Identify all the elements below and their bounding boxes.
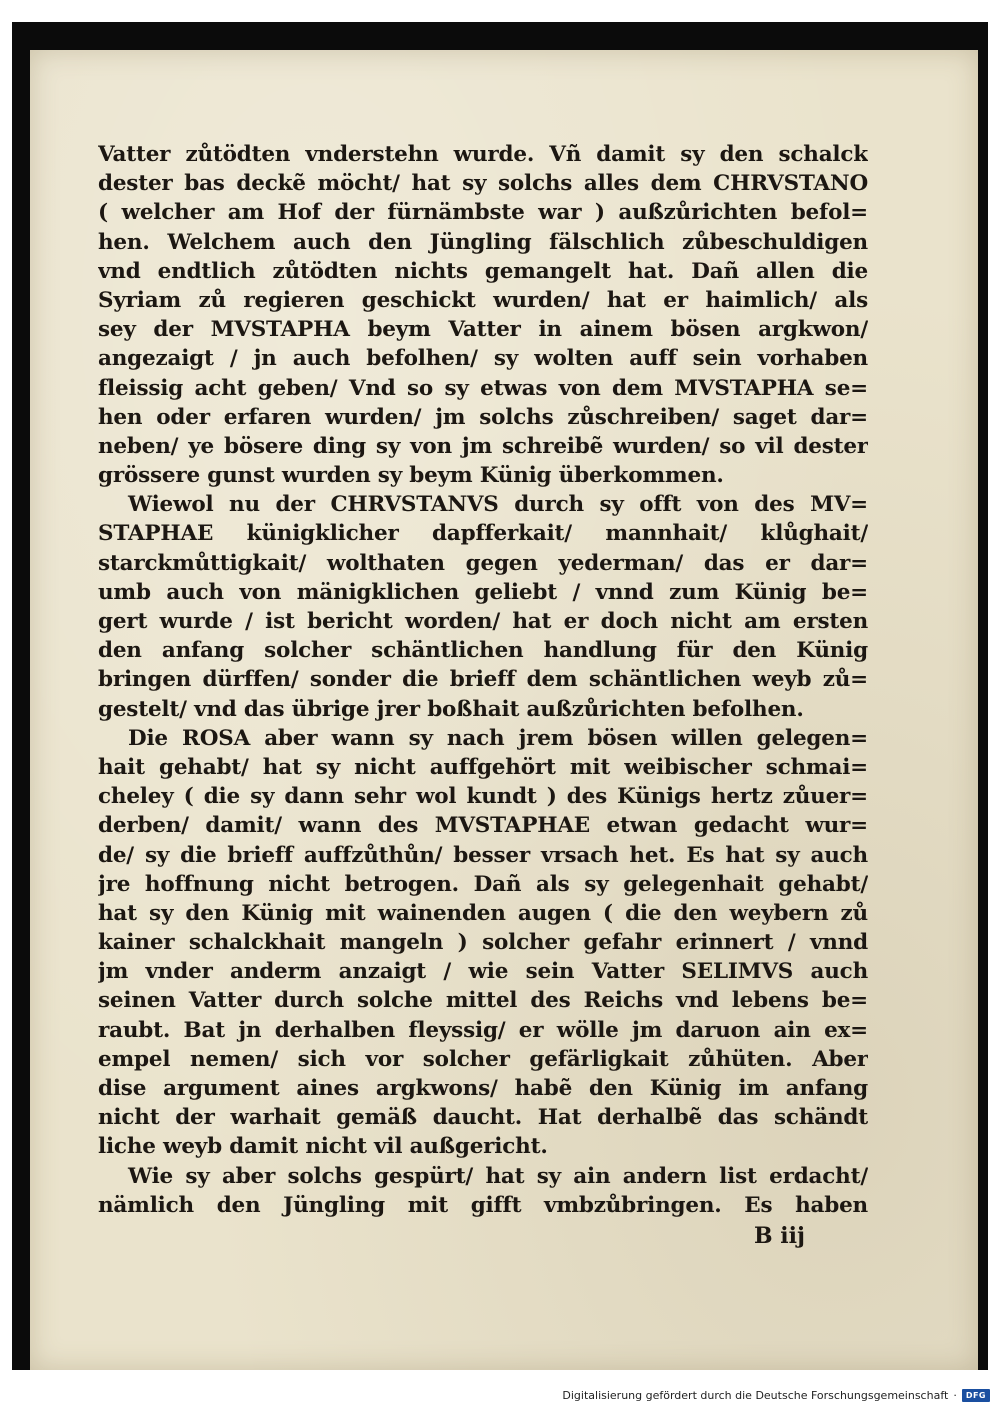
text-line: Syriam zů regieren geschickt wurden/ hat er haimlich/ als <box>98 287 868 313</box>
text-line: hat sy den Künig mit wainenden augen ( die den weybern zů <box>98 900 868 926</box>
text-line: empel nemen/ sich vor solcher gefärligkait zůhüten. Aber <box>98 1046 868 1072</box>
text-line: jm vnder anderm anzaigt / wie sein Vatter SELIMVS auch <box>98 959 868 985</box>
text-line: nicht der warhait gemäß daucht. Hat derhalbẽ das schändt <box>98 1105 868 1131</box>
text-line: dise argument aines argkwons/ habẽ den Künig im anfang <box>98 1076 868 1101</box>
signature-mark: B iij <box>754 1222 805 1249</box>
text-line: derben/ damit/ wann des MVSTAPHAE etwan gedacht wur= <box>98 813 868 839</box>
text-line: hait gehabt/ hat sy nicht auffgehört mit weibischer schmai= <box>98 754 868 780</box>
book-page <box>30 50 978 1370</box>
text-line: cheley ( die sy dann sehr wol kundt ) des Künigs hertz zůuer= <box>98 784 868 810</box>
text-line: Vatter zůtödten vnderstehn wurde. Vñ damit sy den schalck <box>98 142 868 167</box>
text-line: umb auch von mänigklichen geliebt / vnnd zum Künig be= <box>98 579 868 605</box>
text-line: STAPHAE künigklicher dapfferkait/ mannhait/ klůghait/ <box>98 521 868 547</box>
dfg-logo: DFG <box>962 1389 990 1402</box>
text-line: nämlich den Jüngling mit gifft vmbzůbringen. Es haben <box>98 1192 868 1218</box>
page-footer <box>98 1220 868 1252</box>
page-body-text <box>98 140 868 1252</box>
scan-frame <box>12 22 988 1370</box>
text-line: ( welcher am Hof der fürnämbste war ) außzůrichten befol= <box>98 200 868 226</box>
text-line: starckmůttigkait/ wolthaten gegen yederman/ das er dar= <box>98 550 868 576</box>
text-line: Die ROSA aber wann sy nach jrem bösen willen gelegen= <box>128 725 868 751</box>
text-line: gestelt/ vnd das übrige jrer boßhait außzůrichten befolhen. <box>98 696 804 722</box>
text-line: dester bas deckẽ möcht/ hat sy solchs alles dem CHRVSTANO <box>98 171 868 197</box>
text-line: den anfang solcher schäntlichen handlung für den Künig <box>98 638 868 664</box>
attribution-footer <box>562 1389 990 1402</box>
attribution-text: Digitalisierung gefördert durch die Deutsche Forschungsgemeinschaft <box>562 1389 949 1402</box>
text-line: de/ sy die brieff auffzůthůn/ besser vrsach het. Es hat sy auch <box>98 842 868 868</box>
text-line: jre hoffnung nicht betrogen. Dañ als sy gelegenhait gehabt/ <box>98 871 868 897</box>
text-line: bringen dürffen/ sonder die brieff dem schäntlichen weyb zů= <box>98 667 868 693</box>
attribution-separator: · <box>953 1389 957 1402</box>
text-line: fleissig acht geben/ Vnd so sy etwas von dem MVSTAPHA se= <box>98 375 868 401</box>
text-line: Wie sy aber solchs gespürt/ hat sy ain andern list erdacht/ <box>128 1163 868 1189</box>
text-line: sey der MVSTAPHA beym Vatter in ainem bösen argkwon/ <box>98 317 868 343</box>
text-line: liche weyb damit nicht vil außgericht. <box>98 1134 548 1160</box>
text-line: raubt. Bat jn derhalben fleyssig/ er wölle jm daruon ain ex= <box>98 1017 868 1043</box>
text-line: seinen Vatter durch solche mittel des Reichs vnd lebens be= <box>98 988 868 1014</box>
text-line: Wiewol nu der CHRVSTANVS durch sy offt von des MV= <box>128 492 868 518</box>
text-line: hen oder erfaren wurden/ jm solchs zůschreiben/ saget dar= <box>98 404 868 430</box>
text-line: grössere gunst wurden sy beym Künig überkommen. <box>98 463 724 489</box>
text-line: hen. Welchem auch den Jüngling fälschlich zůbeschuldigen <box>98 229 868 255</box>
text-line: angezaigt / jn auch befolhen/ sy wolten auff sein vorhaben <box>98 346 868 372</box>
text-line: vnd endtlich zůtödten nichts gemangelt hat. Dañ allen die <box>98 258 868 284</box>
text-line: kainer schalckhait mangeln ) solcher gefahr erinnert / vnnd <box>98 930 868 956</box>
text-line: gert wurde / ist bericht worden/ hat er doch nicht am ersten <box>98 609 868 634</box>
text-line: neben/ ye bösere ding sy von jm schreibẽ wurden/ so vil dester <box>98 433 868 459</box>
